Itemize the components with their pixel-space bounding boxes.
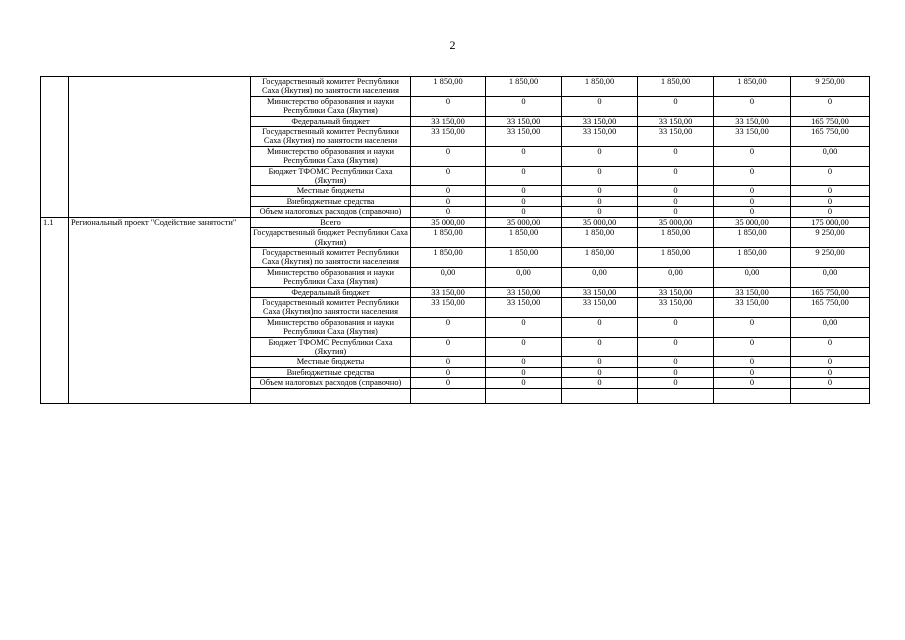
value-cell: 0	[486, 186, 562, 196]
value-cell: 0	[411, 337, 486, 357]
value-cell: 33 150,00	[411, 116, 486, 126]
funding-source-cell: Объем налоговых расходов (справочно)	[251, 207, 411, 217]
value-cell: 33 150,00	[486, 116, 562, 126]
value-cell: 0	[638, 96, 714, 116]
value-cell: 33 150,00	[562, 116, 638, 126]
funding-source-cell: Внебюджетные средства	[251, 367, 411, 377]
value-cell: 0	[714, 196, 791, 206]
value-cell: 0	[714, 96, 791, 116]
funding-source-cell: Бюджет ТФОМС Республики Саха (Якутия)	[251, 337, 411, 357]
value-cell: 0	[638, 146, 714, 166]
value-cell: 0	[411, 378, 486, 388]
value-cell: 33 150,00	[638, 127, 714, 147]
funding-source-cell: Местные бюджеты	[251, 186, 411, 196]
value-cell: 33 150,00	[486, 297, 562, 317]
value-cell: 1 850,00	[411, 77, 486, 97]
value-cell: 0	[638, 186, 714, 196]
value-cell: 0	[411, 196, 486, 206]
empty-cell	[638, 388, 714, 403]
value-cell: 0,00	[562, 267, 638, 287]
value-cell: 1 850,00	[486, 77, 562, 97]
value-cell: 9 250,00	[791, 247, 870, 267]
budget-table-body	[41, 77, 870, 404]
value-cell: 0	[791, 207, 870, 217]
funding-source-cell: Государственный комитет Республики Саха (Якутия)по занятости населения	[251, 297, 411, 317]
value-cell: 35 000,00	[638, 217, 714, 227]
value-cell: 33 150,00	[714, 287, 791, 297]
value-cell: 33 150,00	[411, 287, 486, 297]
value-cell: 0	[638, 367, 714, 377]
value-cell: 0	[486, 146, 562, 166]
value-cell: 0,00	[411, 267, 486, 287]
value-cell: 165 750,00	[791, 116, 870, 126]
value-cell: 0	[714, 186, 791, 196]
value-cell: 33 150,00	[562, 127, 638, 147]
table-row	[41, 77, 870, 97]
value-cell: 9 250,00	[791, 77, 870, 97]
value-cell: 0	[562, 186, 638, 196]
empty-cell	[562, 388, 638, 403]
funding-source-cell: Министерство образования и науки Республики Саха (Якутия)	[251, 96, 411, 116]
value-cell: 0	[562, 166, 638, 186]
value-cell: 35 000,00	[562, 217, 638, 227]
value-cell: 0,00	[486, 267, 562, 287]
value-cell: 33 150,00	[562, 297, 638, 317]
value-cell: 0	[486, 207, 562, 217]
value-cell: 0,00	[791, 146, 870, 166]
value-cell: 175 000,00	[791, 217, 870, 227]
value-cell: 1 850,00	[714, 77, 791, 97]
row-name-cell	[69, 77, 251, 218]
value-cell: 0	[638, 207, 714, 217]
value-cell: 0	[714, 357, 791, 367]
value-cell: 0,00	[714, 267, 791, 287]
value-cell: 0	[562, 196, 638, 206]
value-cell: 0	[562, 357, 638, 367]
value-cell: 0	[714, 317, 791, 337]
value-cell: 33 150,00	[638, 297, 714, 317]
value-cell: 1 850,00	[638, 247, 714, 267]
value-cell: 0	[486, 196, 562, 206]
value-cell: 0	[562, 367, 638, 377]
value-cell: 0	[791, 166, 870, 186]
value-cell: 0	[638, 166, 714, 186]
value-cell: 0,00	[791, 317, 870, 337]
value-cell: 0	[791, 378, 870, 388]
value-cell: 33 150,00	[714, 116, 791, 126]
value-cell: 0	[791, 357, 870, 367]
value-cell: 0	[791, 96, 870, 116]
value-cell: 0	[638, 196, 714, 206]
funding-source-cell: Объем налоговых расходов (справочно)	[251, 378, 411, 388]
funding-source-cell: Федеральный бюджет	[251, 116, 411, 126]
value-cell: 35 000,00	[411, 217, 486, 227]
value-cell: 0	[638, 378, 714, 388]
value-cell: 1 850,00	[714, 247, 791, 267]
value-cell: 0	[562, 96, 638, 116]
value-cell: 1 850,00	[486, 228, 562, 248]
value-cell: 0	[411, 186, 486, 196]
value-cell: 1 850,00	[562, 77, 638, 97]
value-cell: 33 150,00	[486, 287, 562, 297]
value-cell: 0	[486, 96, 562, 116]
value-cell: 0	[486, 367, 562, 377]
value-cell: 35 000,00	[714, 217, 791, 227]
value-cell: 0	[411, 96, 486, 116]
row-name-cell: Региональный проект "Содействие занятости"	[69, 217, 251, 403]
funding-source-cell: Государственный комитет Республики Саха (Якутия) по занятости населени	[251, 127, 411, 147]
value-cell: 1 850,00	[638, 228, 714, 248]
value-cell: 0	[562, 337, 638, 357]
value-cell: 1 850,00	[562, 247, 638, 267]
budget-table	[40, 76, 870, 404]
value-cell: 0	[486, 378, 562, 388]
value-cell: 0	[562, 317, 638, 337]
value-cell: 1 850,00	[638, 77, 714, 97]
value-cell: 0	[486, 317, 562, 337]
empty-cell	[486, 388, 562, 403]
value-cell: 33 150,00	[714, 127, 791, 147]
value-cell: 1 850,00	[411, 228, 486, 248]
value-cell: 0	[714, 378, 791, 388]
value-cell: 165 750,00	[791, 297, 870, 317]
value-cell: 0	[486, 357, 562, 367]
value-cell: 0	[411, 367, 486, 377]
value-cell: 1 850,00	[714, 228, 791, 248]
value-cell: 0	[791, 186, 870, 196]
value-cell: 0	[486, 166, 562, 186]
value-cell: 0	[791, 337, 870, 357]
value-cell: 33 150,00	[638, 116, 714, 126]
value-cell: 33 150,00	[562, 287, 638, 297]
value-cell: 33 150,00	[486, 127, 562, 147]
value-cell: 0	[638, 357, 714, 367]
value-cell: 0	[562, 146, 638, 166]
value-cell: 0	[714, 207, 791, 217]
value-cell: 0	[411, 317, 486, 337]
value-cell: 1 850,00	[486, 247, 562, 267]
value-cell: 0	[714, 146, 791, 166]
value-cell: 1 850,00	[411, 247, 486, 267]
empty-cell	[251, 388, 411, 403]
funding-source-cell: Государственный комитет Республики Саха (Якутия) по занятости населения	[251, 247, 411, 267]
funding-source-cell: Министерство образования и науки Республики Саха (Якутия)	[251, 317, 411, 337]
funding-source-cell: Всего	[251, 217, 411, 227]
value-cell: 165 750,00	[791, 127, 870, 147]
funding-source-cell: Местные бюджеты	[251, 357, 411, 367]
value-cell: 165 750,00	[791, 287, 870, 297]
funding-source-cell: Бюджет ТФОМС Республики Саха (Якутия)	[251, 166, 411, 186]
funding-source-cell: Государственный комитет Республики Саха (Якутия) по занятости населения	[251, 77, 411, 97]
value-cell: 0	[411, 166, 486, 186]
value-cell: 9 250,00	[791, 228, 870, 248]
table-row	[41, 217, 870, 227]
value-cell: 33 150,00	[411, 297, 486, 317]
value-cell: 0	[486, 337, 562, 357]
value-cell: 0	[714, 166, 791, 186]
funding-source-cell: Министерство образования и науки Республики Саха (Якутия)	[251, 146, 411, 166]
empty-cell	[791, 388, 870, 403]
empty-cell	[714, 388, 791, 403]
funding-source-cell: Внебюджетные средства	[251, 196, 411, 206]
funding-source-cell: Министерство образования и науки Республики Саха (Якутия)	[251, 267, 411, 287]
empty-cell	[411, 388, 486, 403]
value-cell: 0	[411, 357, 486, 367]
value-cell: 0	[791, 367, 870, 377]
value-cell: 0	[411, 207, 486, 217]
value-cell: 0	[411, 146, 486, 166]
value-cell: 33 150,00	[411, 127, 486, 147]
value-cell: 0	[638, 337, 714, 357]
page-number: 2	[449, 38, 456, 52]
value-cell: 0	[714, 337, 791, 357]
value-cell: 0,00	[638, 267, 714, 287]
value-cell: 1 850,00	[562, 228, 638, 248]
row-number-cell: 1.1	[41, 217, 69, 403]
value-cell: 33 150,00	[638, 287, 714, 297]
value-cell: 0,00	[791, 267, 870, 287]
value-cell: 35 000,00	[486, 217, 562, 227]
value-cell: 0	[562, 207, 638, 217]
value-cell: 0	[791, 196, 870, 206]
funding-source-cell: Федеральный бюджет	[251, 287, 411, 297]
value-cell: 33 150,00	[714, 297, 791, 317]
value-cell: 0	[714, 367, 791, 377]
row-number-cell	[41, 77, 69, 218]
value-cell: 0	[638, 317, 714, 337]
funding-source-cell: Государственный бюджет Республики Саха (Якутия)	[251, 228, 411, 248]
value-cell: 0	[562, 378, 638, 388]
